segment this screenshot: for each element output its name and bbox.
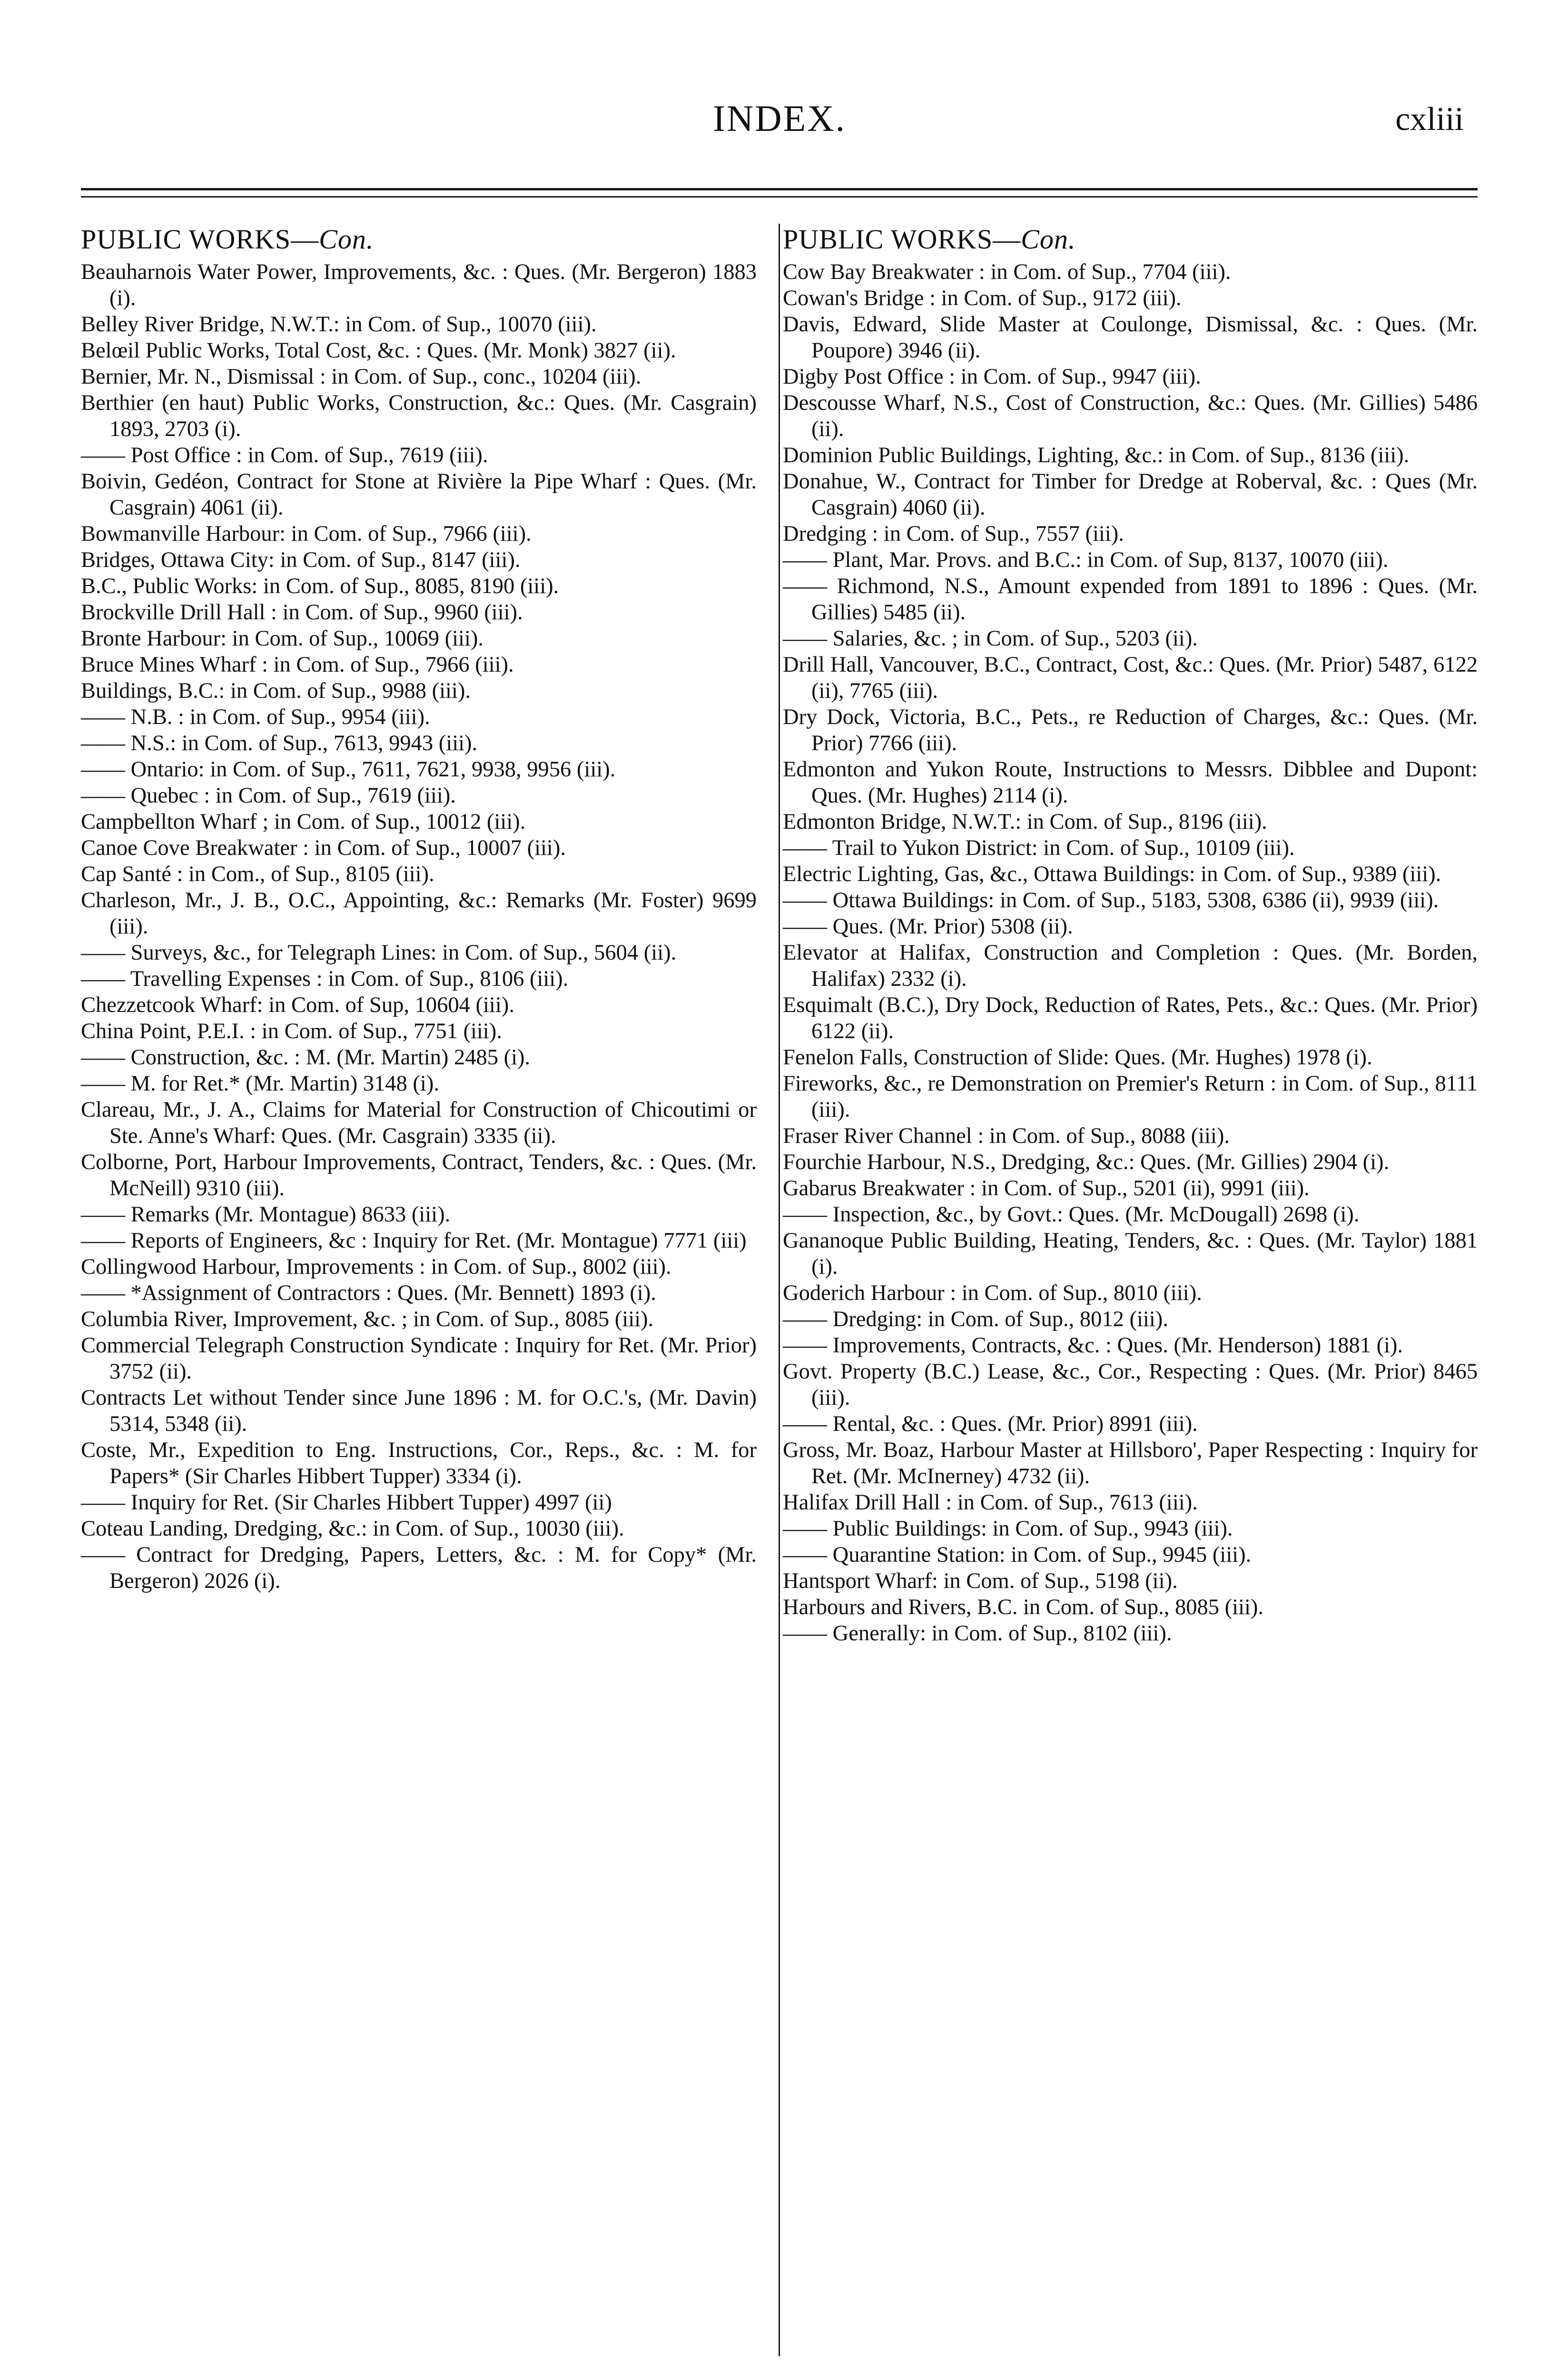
index-entry: Clareau, Mr., J. A., Claims for Material for Construction of Chicoutimi or Ste. Anne's Wharf: Ques. (Mr. Casgrain) 3335 (ii). <box>81 1098 757 1148</box>
index-entry: Cap Santé : in Com., of Sup., 8105 (iii). <box>81 862 434 886</box>
index-entry: —— Remarks (Mr. Montague) 8633 (iii). <box>81 1202 451 1227</box>
right-column-heading: PUBLIC WORKS—Con. <box>783 224 1076 255</box>
index-entry: Govt. Property (B.C.) Lease, &c., Cor., Respecting : Ques. (Mr. Prior) 8465 (iii). <box>783 1359 1478 1410</box>
index-entry: Edmonton Bridge, N.W.T.: in Com. of Sup., 8196 (iii). <box>783 810 1267 834</box>
index-entry: Bronte Harbour: in Com. of Sup., 10069 (iii). <box>81 626 483 651</box>
index-entry: Berthier (en haut) Public Works, Construction, &c.: Ques. (Mr. Casgrain) 1893, 2703 (i). <box>81 391 757 441</box>
index-entry: Esquimalt (B.C.), Dry Dock, Reduction of Rates, Pets., &c.: Ques. (Mr. Prior) 6122 (ii). <box>783 993 1478 1043</box>
index-entry: Elevator at Halifax, Construction and Completion : Ques. (Mr. Borden, Halifax) 2332 (i). <box>783 941 1478 991</box>
index-entry: Columbia River, Improvement, &c. ; in Com. of Sup., 8085 (iii). <box>81 1307 654 1331</box>
left-entry-list <box>81 259 757 1594</box>
page-title: INDEX. <box>712 98 847 139</box>
index-entry: Bridges, Ottawa City: in Com. of Sup., 8147 (iii). <box>81 548 521 572</box>
index-entry: Descousse Wharf, N.S., Cost of Construction, &c.: Ques. (Mr. Gillies) 5486 (ii). <box>783 391 1478 441</box>
index-entry: —— Richmond, N.S., Amount expended from 1891 to 1896 : Ques. (Mr. Gillies) 5485 (ii). <box>783 574 1478 625</box>
index-entry: Electric Lighting, Gas, &c., Ottawa Buildings: in Com. of Sup., 9389 (iii). <box>783 862 1441 886</box>
index-entry: —— N.B. : in Com. of Sup., 9954 (iii). <box>81 705 430 729</box>
index-entry: Hantsport Wharf: in Com. of Sup., 5198 (ii). <box>783 1569 1178 1593</box>
index-entry: Boivin, Gedéon, Contract for Stone at Rivière la Pipe Wharf : Ques. (Mr. Casgrain) 4061 (ii). <box>81 469 757 520</box>
index-entry: —— Inquiry for Ret. (Sir Charles Hibbert Tupper) 4997 (ii) <box>81 1490 612 1515</box>
page-number: cxliii <box>1395 101 1464 138</box>
index-entry: —— Post Office : in Com. of Sup., 7619 (iii). <box>81 443 488 467</box>
index-entry: Campbellton Wharf ; in Com. of Sup., 10012 (iii). <box>81 810 526 834</box>
index-entry: —— Ottawa Buildings: in Com. of Sup., 5183, 5308, 6386 (ii), 9939 (iii). <box>783 888 1439 912</box>
index-entry: —— M. for Ret.* (Mr. Martin) 3148 (i). <box>81 1071 439 1096</box>
index-entry: Harbours and Rivers, B.C. in Com. of Sup., 8085 (iii). <box>783 1595 1264 1619</box>
index-entry: —— Salaries, &c. ; in Com. of Sup., 5203 (ii). <box>783 626 1198 651</box>
index-entry: Brockville Drill Hall : in Com. of Sup., 9960 (iii). <box>81 600 523 625</box>
index-entry: Bruce Mines Wharf : in Com. of Sup., 7966 (iii). <box>81 653 514 677</box>
index-entry: Gabarus Breakwater : in Com. of Sup., 5201 (ii), 9991 (iii). <box>783 1176 1310 1200</box>
index-entry: Digby Post Office : in Com. of Sup., 9947 (iii). <box>783 365 1201 389</box>
index-entry: Beauharnois Water Power, Improvements, &c. : Ques. (Mr. Bergeron) 1883 (i). <box>81 260 757 310</box>
index-entry: Halifax Drill Hall : in Com. of Sup., 7613 (iii). <box>783 1490 1198 1515</box>
index-entry: Donahue, W., Contract for Timber for Dredge at Roberval, &c. : Ques (Mr. Casgrain) 4060 (ii). <box>783 469 1478 520</box>
index-entry: B.C., Public Works: in Com. of Sup., 8085, 8190 (iii). <box>81 574 559 598</box>
right-entry-list <box>783 259 1478 1646</box>
index-entry: —— Construction, &c. : M. (Mr. Martin) 2485 (i). <box>81 1045 531 1070</box>
index-entry: Canoe Cove Breakwater : in Com. of Sup., 10007 (iii). <box>81 836 566 860</box>
index-entry: Fourchie Harbour, N.S., Dredging, &c.: Ques. (Mr. Gillies) 2904 (i). <box>783 1150 1390 1174</box>
index-entry: —— Public Buildings: in Com. of Sup., 9943 (iii). <box>783 1517 1233 1541</box>
index-entry: Gananoque Public Building, Heating, Tenders, &c. : Ques. (Mr. Taylor) 1881 (i). <box>783 1229 1478 1279</box>
index-entry: Drill Hall, Vancouver, B.C., Contract, Cost, &c.: Ques. (Mr. Prior) 5487, 6122 (ii), 7765 (iii). <box>783 653 1478 703</box>
index-entry: Coteau Landing, Dredging, &c.: in Com. of Sup., 10030 (iii). <box>81 1517 624 1541</box>
index-entry: Collingwood Harbour, Improvements : in Com. of Sup., 8002 (iii). <box>81 1255 671 1279</box>
index-entry: —— Dredging: in Com. of Sup., 8012 (iii). <box>783 1307 1168 1331</box>
header-rule-thick <box>81 188 1478 190</box>
index-entry: Edmonton and Yukon Route, Instructions to Messrs. Dibblee and Dupont: Ques. (Mr. Hughes) 2114 (i). <box>783 757 1478 808</box>
column-divider <box>779 224 780 2356</box>
index-entry: Davis, Edward, Slide Master at Coulonge, Dismissal, &c. : Ques. (Mr. Poupore) 3946 (ii). <box>783 312 1478 363</box>
index-entry: —— Surveys, &c., for Telegraph Lines: in Com. of Sup., 5604 (ii). <box>81 941 677 965</box>
index-entry: Dry Dock, Victoria, B.C., Pets., re Reduction of Charges, &c.: Ques. (Mr. Prior) 7766 (iii). <box>783 705 1478 755</box>
index-entry: Buildings, B.C.: in Com. of Sup., 9988 (iii). <box>81 679 471 703</box>
index-entry: Chezzetcook Wharf: in Com. of Sup, 10604 (iii). <box>81 993 514 1017</box>
index-entry: —— N.S.: in Com. of Sup., 7613, 9943 (iii). <box>81 731 478 755</box>
index-entry: Dominion Public Buildings, Lighting, &c.: in Com. of Sup., 8136 (iii). <box>783 443 1410 467</box>
left-column-heading: PUBLIC WORKS—Con. <box>81 224 374 255</box>
index-entry: Cow Bay Breakwater : in Com. of Sup., 7704 (iii). <box>783 260 1231 284</box>
index-entry: Belley River Bridge, N.W.T.: in Com. of Sup., 10070 (iii). <box>81 312 597 337</box>
index-entry: Goderich Harbour : in Com. of Sup., 8010 (iii). <box>783 1281 1202 1305</box>
index-entry: China Point, P.E.I. : in Com. of Sup., 7751 (iii). <box>81 1019 502 1043</box>
index-entry: Bernier, Mr. N., Dismissal : in Com. of Sup., conc., 10204 (iii). <box>81 365 641 389</box>
index-entry: —— Travelling Expenses : in Com. of Sup., 8106 (iii). <box>81 967 569 991</box>
index-entry: —— Reports of Engineers, &c : Inquiry for Ret. (Mr. Montague) 7771 (iii) <box>81 1229 747 1253</box>
index-entry: —— Improvements, Contracts, &c. : Ques. (Mr. Henderson) 1881 (i). <box>783 1333 1403 1358</box>
index-entry: —— Inspection, &c., by Govt.: Ques. (Mr. McDougall) 2698 (i). <box>783 1202 1360 1227</box>
index-entry: Belœil Public Works, Total Cost, &c. : Ques. (Mr. Monk) 3827 (ii). <box>81 338 676 363</box>
index-entry: Gross, Mr. Boaz, Harbour Master at Hillsboro', Paper Respecting : Inquiry for Ret. (Mr. McInerney) 4732 (ii). <box>783 1438 1478 1488</box>
index-entry: —— Ontario: in Com. of Sup., 7611, 7621, 9938, 9956 (iii). <box>81 757 616 782</box>
index-entry: —— Quarantine Station: in Com. of Sup., 9945 (iii). <box>783 1543 1252 1567</box>
right-column <box>783 224 1478 1646</box>
index-entry: Contracts Let without Tender since June 1896 : M. for O.C.'s, (Mr. Davin) 5314, 5348 (ii). <box>81 1386 757 1436</box>
index-entry: —— Quebec : in Com. of Sup., 7619 (iii). <box>81 783 456 808</box>
index-entry: Fireworks, &c., re Demonstration on Premier's Return : in Com. of Sup., 8111 (iii). <box>783 1071 1478 1122</box>
index-entry: Cowan's Bridge : in Com. of Sup., 9172 (iii). <box>783 286 1182 310</box>
index-entry: —— Plant, Mar. Provs. and B.C.: in Com. of Sup, 8137, 10070 (iii). <box>783 548 1389 572</box>
index-entry: —— Rental, &c. : Ques. (Mr. Prior) 8991 (iii). <box>783 1412 1198 1436</box>
index-entry: Fraser River Channel : in Com. of Sup., 8088 (iii). <box>783 1124 1230 1148</box>
index-entry: —— Contract for Dredging, Papers, Letters, &c. : M. for Copy* (Mr. Bergeron) 2026 (i). <box>81 1543 757 1593</box>
index-entry: Colborne, Port, Harbour Improvements, Contract, Tenders, &c. : Ques. (Mr. McNeill) 9310 (iii). <box>81 1150 757 1200</box>
index-entry: —— Trail to Yukon District: in Com. of Sup., 10109 (iii). <box>783 836 1295 860</box>
index-entry: Charleson, Mr., J. B., O.C., Appointing, &c.: Remarks (Mr. Foster) 9699 (iii). <box>81 888 757 939</box>
index-entry: —— Generally: in Com. of Sup., 8102 (iii). <box>783 1621 1172 1646</box>
index-entry: Bowmanville Harbour: in Com. of Sup., 7966 (iii). <box>81 522 532 546</box>
index-entry: —— *Assignment of Contractors : Ques. (Mr. Bennett) 1893 (i). <box>81 1281 656 1305</box>
index-entry: Coste, Mr., Expedition to Eng. Instructions, Cor., Reps., &c. : M. for Papers* (Sir Charles Hibbert Tupper) 3334 (i). <box>81 1438 757 1488</box>
index-entry: Dredging : in Com. of Sup., 7557 (iii). <box>783 522 1124 546</box>
header-rule-thin <box>81 196 1478 198</box>
index-entry: —— Ques. (Mr. Prior) 5308 (ii). <box>783 914 1073 939</box>
index-entry: Fenelon Falls, Construction of Slide: Ques. (Mr. Hughes) 1978 (i). <box>783 1045 1372 1070</box>
index-entry: Commercial Telegraph Construction Syndicate : Inquiry for Ret. (Mr. Prior) 3752 (ii). <box>81 1333 757 1384</box>
left-column <box>81 224 757 1594</box>
